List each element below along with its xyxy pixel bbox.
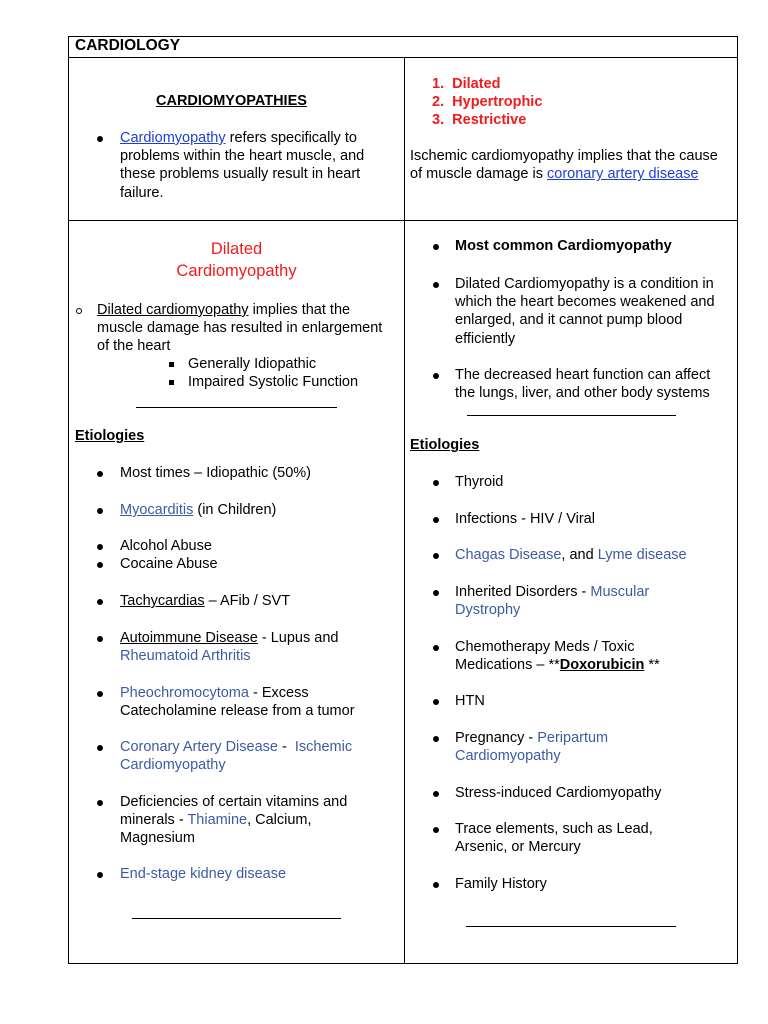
bullet-icon	[433, 517, 439, 523]
header-row	[69, 37, 737, 58]
sub-point: Impaired Systolic Function	[188, 374, 359, 390]
notes-page	[68, 36, 738, 964]
bullet-icon	[97, 599, 103, 605]
list-item: Most times – Idiopathic (50%)	[120, 465, 311, 481]
lyme-disease-link[interactable]: Lyme disease	[597, 547, 687, 563]
end-stage-kidney-disease-link[interactable]: End-stage kidney disease	[120, 866, 287, 882]
list-item: Coronary Artery Disease - Ischemic Cardiomyopathy	[120, 739, 353, 774]
bullet-icon	[97, 136, 103, 142]
bullet-icon	[97, 508, 103, 514]
list-item: HTN	[455, 693, 485, 709]
list-item: Deficiencies of certain vitamins and minerals - Thiamine, Calcium, Magnesium	[120, 794, 348, 847]
muscular-dystrophy-link[interactable]: Muscular	[590, 584, 650, 600]
bullet-icon	[97, 636, 103, 642]
list-item: 1. Dilated	[432, 76, 501, 92]
list-item: Most common Cardiomyopathy	[455, 238, 672, 254]
page-title: CARDIOLOGY	[75, 37, 181, 54]
list-item: Dilated Cardiomyopathy is a condition in which the heart becomes weakened and enlarged, and it cannot pump blood efficiently	[455, 276, 715, 347]
thiamine-link[interactable]: Thiamine	[187, 812, 248, 829]
bullet-icon	[97, 800, 103, 806]
list-item: Pregnancy - Peripartum Cardiomyopathy	[455, 730, 609, 765]
ischemic-note: Ischemic cardiomyopathy implies that the cause of muscle damage is coronary artery disease	[410, 148, 718, 183]
bullet-icon	[433, 553, 439, 559]
bullet-icon	[433, 590, 439, 596]
separator-line	[136, 407, 337, 408]
etiologies-title-right: Etiologies	[410, 437, 480, 453]
list-item: The decreased heart function can affect the lungs, liver, and other body systems	[455, 367, 711, 402]
rheumatoid-arthritis-link[interactable]: Rheumatoid Arthritis	[120, 648, 251, 665]
myocarditis-link[interactable]: Myocarditis	[120, 502, 194, 518]
dilated-definition: Dilated cardiomyopathy implies that the muscle damage has resulted in enlargement of the heart	[97, 302, 383, 355]
bullet-icon	[433, 645, 439, 651]
square-bullet-icon	[169, 362, 174, 367]
dilated-cardiomyopathy-term: Dilated cardiomyopathy	[97, 302, 249, 318]
bullet-icon	[97, 691, 103, 697]
dilated-cardiomyopathy-heading: Dilated Cardiomyopathy	[176, 240, 297, 280]
cardiomyopathy-link[interactable]: Cardiomyopathy	[120, 130, 226, 146]
sub-point: Generally Idiopathic	[188, 356, 317, 372]
separator-line	[132, 918, 341, 919]
list-item: 2. Hypertrophic	[432, 94, 543, 111]
list-item: Autoimmune Disease - Lupus and Rheumatoid Arthritis	[120, 629, 400, 665]
bullet-icon	[433, 699, 439, 705]
pheochromocytoma-link[interactable]: Pheochromocytoma	[120, 685, 249, 701]
cardiomyopathy-definition: Cardiomyopathy refers specifically to problems within the heart muscle, and these problems usually result in heart failure.	[120, 130, 365, 201]
bullet-icon	[97, 471, 103, 477]
coronary-artery-disease-link[interactable]: coronary artery disease	[547, 166, 699, 183]
list-item: Alcohol Abuse	[120, 538, 212, 554]
bullet-icon	[433, 480, 439, 486]
hollow-bullet-icon	[76, 308, 82, 314]
list-item: Infections - HIV / Viral	[455, 511, 595, 527]
peripartum-link[interactable]: Peripartum	[537, 730, 609, 746]
list-item: Inherited Disorders - Muscular Dystrophy	[455, 584, 650, 619]
list-item: Family History	[455, 876, 547, 892]
coronary-artery-disease-term[interactable]: Coronary Artery Disease	[120, 739, 278, 755]
list-item: Trace elements, such as Lead, Arsenic, or Mercury	[455, 821, 653, 856]
list-item: Pheochromocytoma - Excess Catecholamine release from a tumor	[120, 685, 355, 720]
bullet-icon	[97, 544, 103, 550]
bullet-icon	[97, 745, 103, 751]
bullet-icon	[433, 244, 439, 250]
square-bullet-icon	[169, 380, 174, 385]
bullet-icon	[433, 736, 439, 742]
separator-line	[466, 926, 676, 927]
row-divider	[69, 220, 737, 221]
list-item: Stress-induced Cardiomyopathy	[455, 785, 662, 801]
bullet-icon	[97, 872, 103, 878]
bullet-icon	[433, 882, 439, 888]
column-divider	[404, 57, 405, 963]
bullet-icon	[433, 373, 439, 379]
bullet-icon	[433, 827, 439, 833]
cardiomyopathies-heading: CARDIOMYOPATHIES	[156, 93, 307, 109]
etiologies-title-left: Etiologies	[75, 428, 145, 444]
list-item: Tachycardias – AFib / SVT	[120, 593, 291, 609]
list-item: Myocarditis (in Children)	[120, 502, 277, 518]
bullet-icon	[97, 562, 103, 568]
chagas-disease-link[interactable]: Chagas Disease	[455, 547, 562, 563]
list-item: Chemotherapy Meds / Toxic Medications – **Doxorubicin **	[455, 639, 660, 674]
separator-line	[467, 415, 676, 416]
list-item: Thyroid	[455, 474, 504, 490]
bullet-icon	[433, 791, 439, 797]
list-item: Chagas Disease, and Lyme disease	[455, 547, 687, 563]
bullet-icon	[433, 282, 439, 288]
list-item: 3. Restrictive	[432, 112, 527, 129]
cardiomyopathy-types-list	[432, 75, 542, 130]
list-item: Cocaine Abuse	[120, 556, 218, 572]
